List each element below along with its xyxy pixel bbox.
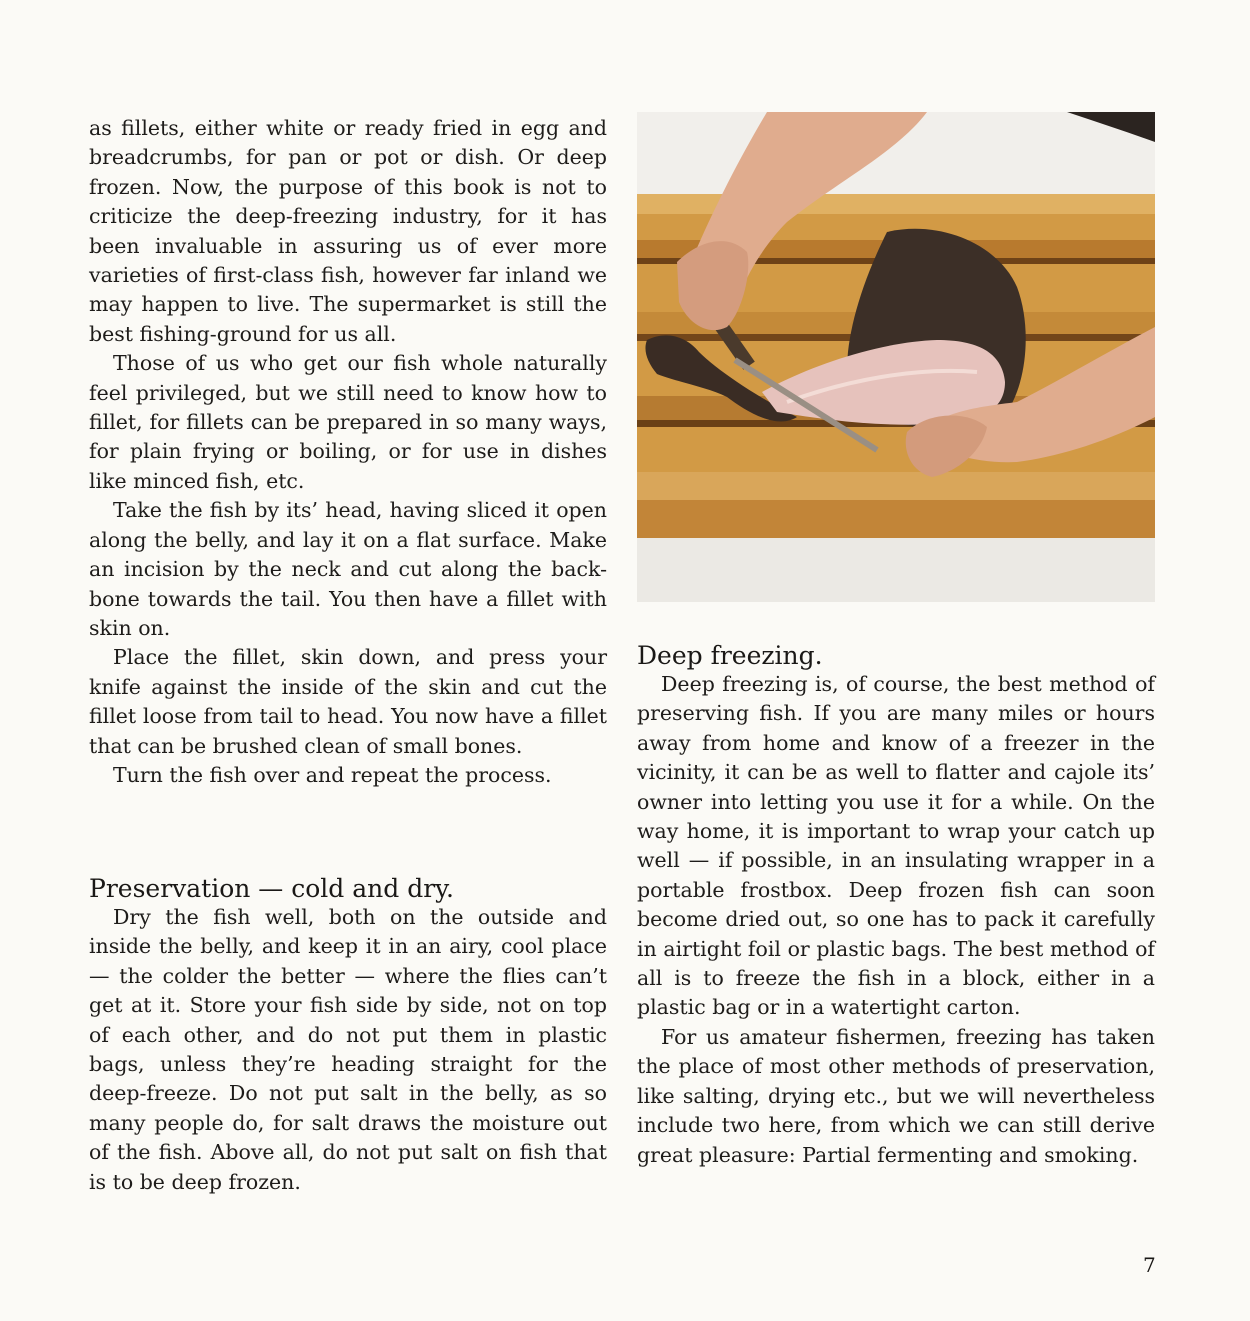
deep-freezing-paragraph-1: Deep freezing is, of course, the best method of preserving fish. If you are many miles or hours away from home and know of a freezer in the vicinity, it can be as well to flatter and cajole its’ owner into letting you use it for a while. On the way home, it is important to wrap your catch up well — if possible, in an insulating wrapper in a portable frostbox. Deep frozen fish can soon become dried out, so one has to pack it carefully in airtight foil or plastic bags. The best method of all is to freeze the fish in a block, either in a plastic bag or in a watertight carton.	[637, 672, 1155, 1020]
filleting-photo	[637, 112, 1155, 602]
preservation-paragraph: Dry the fish well, both on the outside and inside the belly, and keep it in an airy, cool place — the colder the better — where the flies can’t get at it. Store your fish side by side, not on top of each other, and do not put them in plastic bags, unless they’re heading straight for the deep-freeze. Do not put salt in the belly, as so many people do, for salt draws the moisture out of the fish. Above all, do not put salt on fish that is to be deep frozen.	[89, 905, 607, 1194]
deep-freezing-heading: Deep freezing.	[637, 641, 823, 670]
paragraph-whole-fish: Those of us who get our fish whole naturally feel privileged, but we still need to know how to fillet, for fillets can be prepared in so many ways, for plain frying or boiling, or for use in dishes like minced fish, etc.	[89, 351, 607, 493]
paragraph-filleting-step-3: Turn the fish over and repeat the process.	[113, 762, 552, 787]
left-column-body	[89, 114, 607, 790]
right-column-body	[637, 639, 1155, 1170]
deep-freezing-paragraph-2: For us amateur fishermen, freezing has taken the place of most other methods of preservation, like salting, drying etc., but we will nevertheless include two here, from which we can still derive great pleasure: Partial fermenting and smoking.	[637, 1024, 1155, 1167]
preservation-heading: Preservation — cold and dry.	[89, 874, 454, 903]
page-number: 7	[1143, 1253, 1156, 1277]
preservation-section	[89, 872, 607, 1197]
paragraph-filleting-step-1: Take the fish by its’ head, having sliced it open along the belly, and lay it on a flat surface. Make an incision by the neck and cut along the back-bone towards the tail. You then have a fillet with skin on.	[89, 498, 607, 640]
paragraph-filleting-step-2: Place the fillet, skin down, and press your knife against the inside of the skin and cut the fillet loose from tail to head. You now have a fillet that can be brushed clean of small bones.	[89, 645, 607, 758]
paragraph-fillets-intro: as fillets, either white or ready fried in egg and breadcrumbs, for pan or pot or dish. Or deep frozen. Now, the purpose of this book is not to criticize the deep-freezing industry, for it has been invaluable in assuring us of ever more varieties of first-class fish, however far inland we may happen to live. The supermarket is still the best fishing-ground for us all.	[89, 116, 607, 346]
